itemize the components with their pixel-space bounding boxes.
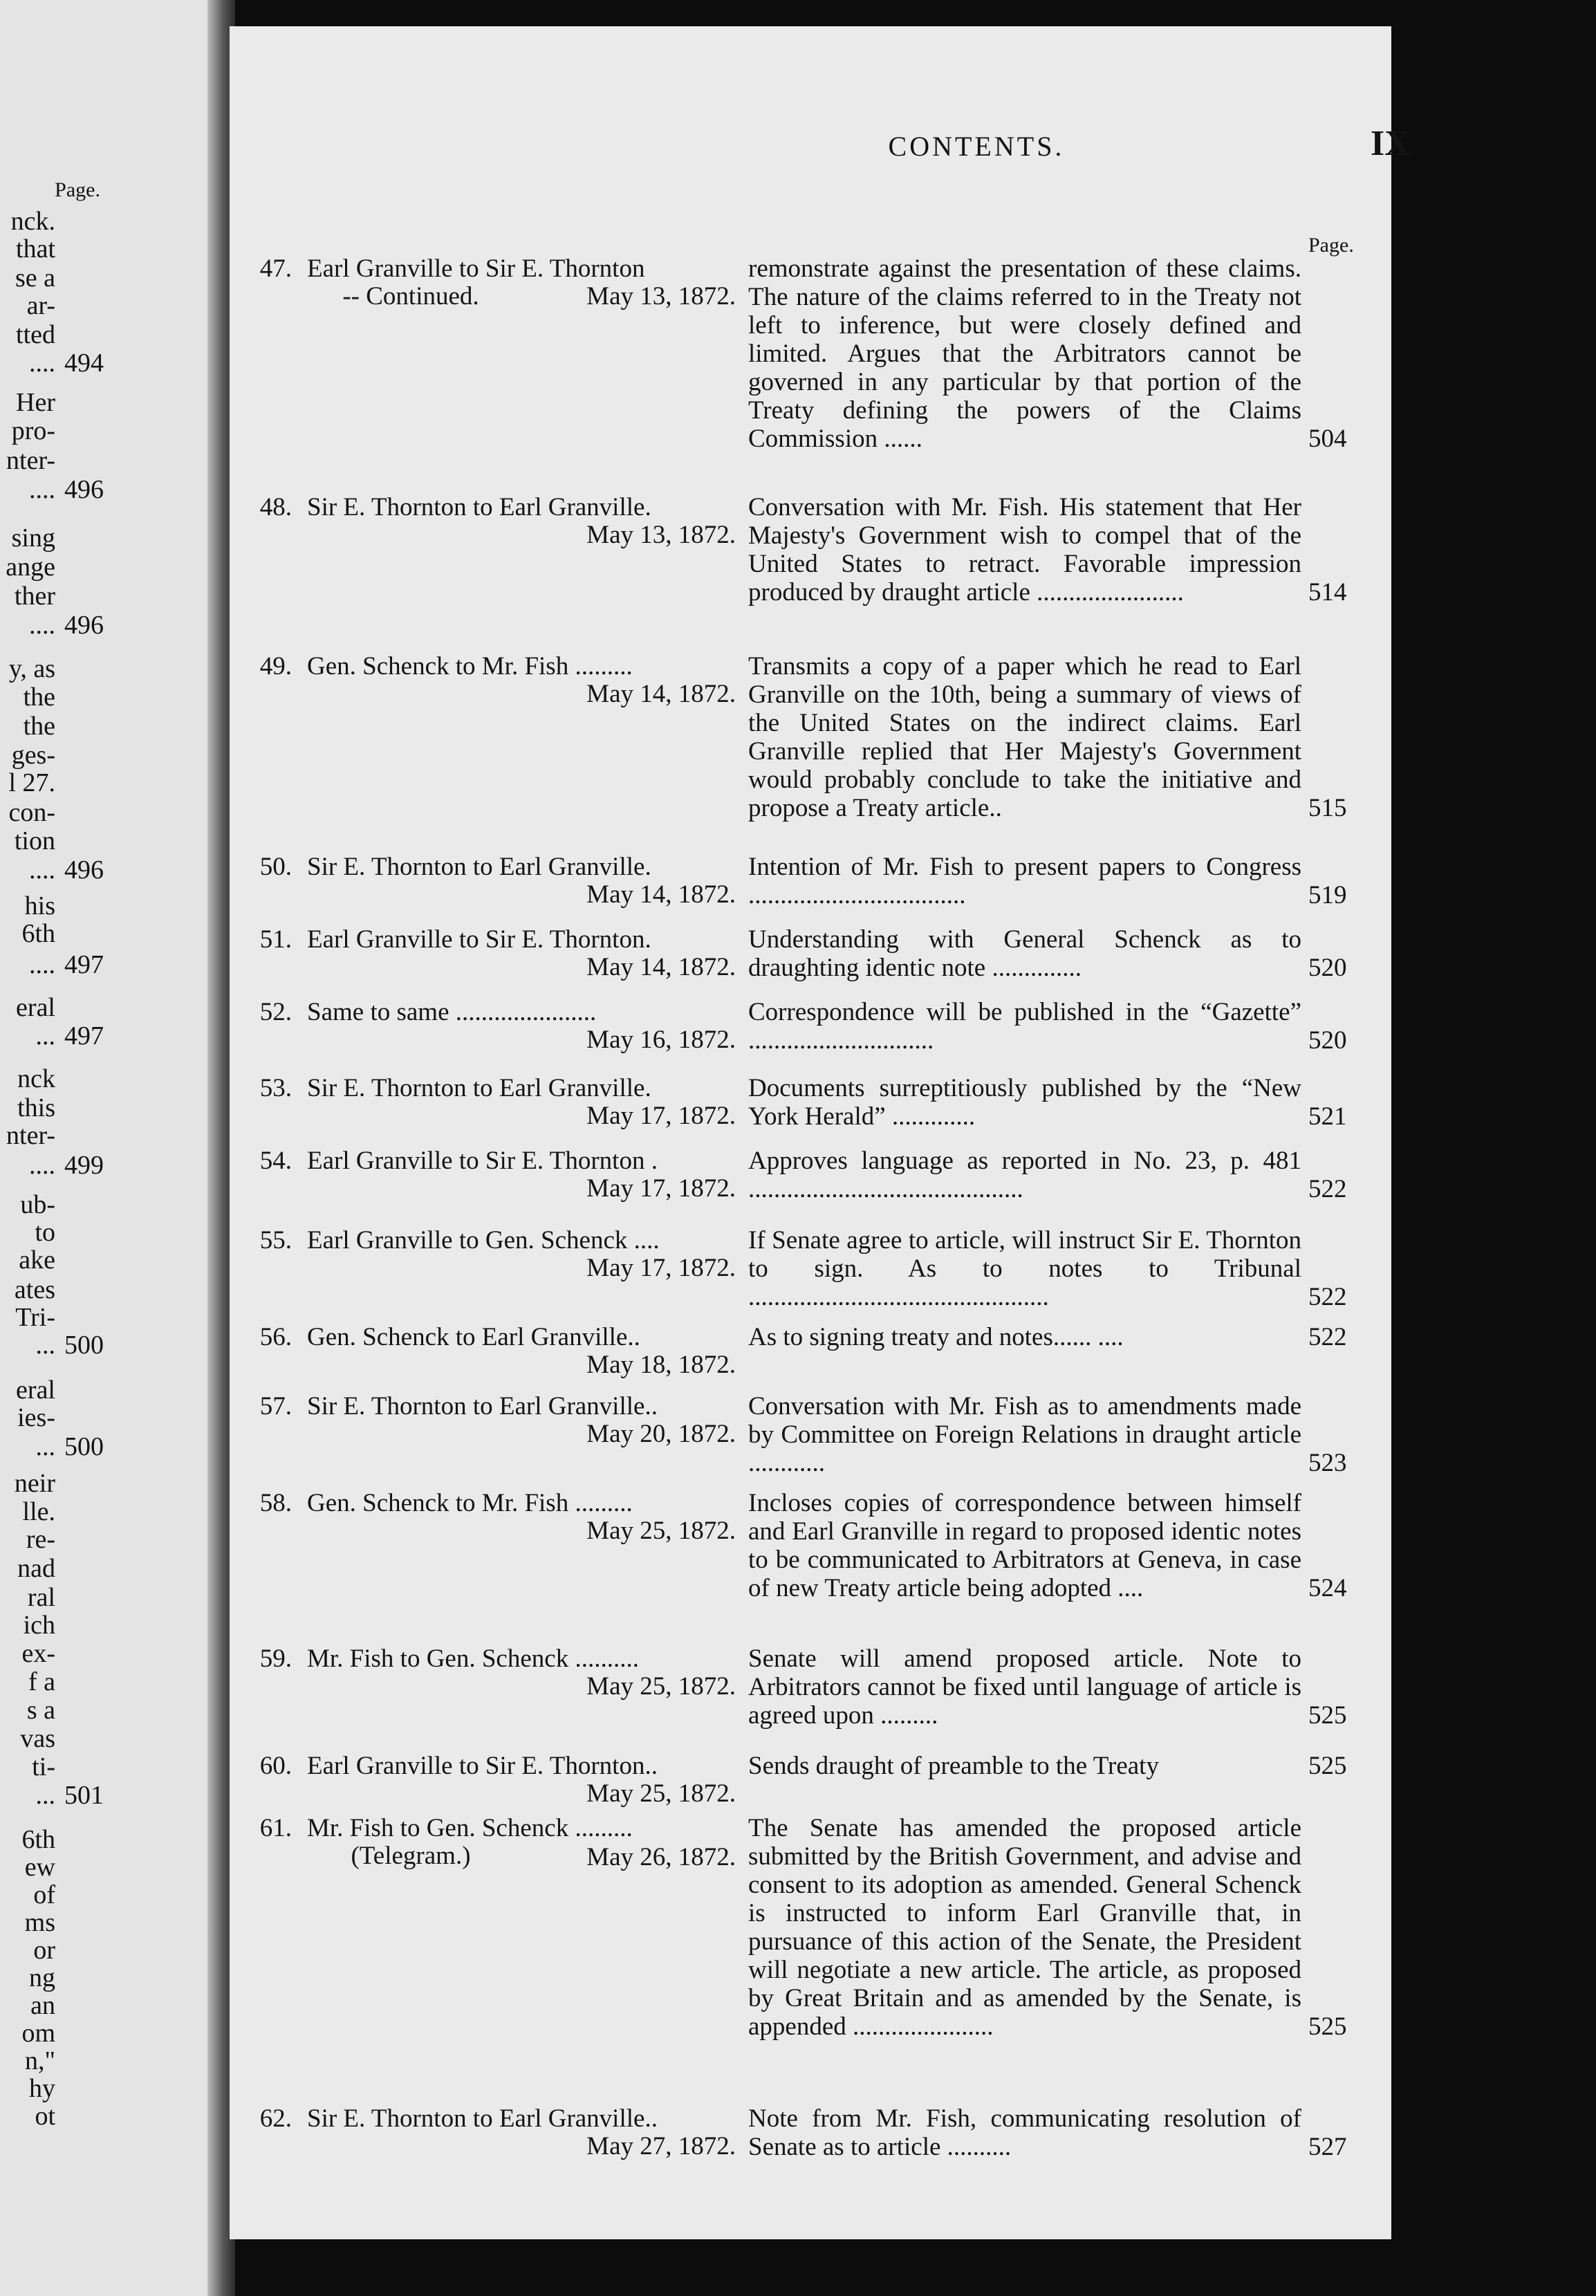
page-column-label: Page.	[1308, 234, 1354, 257]
left-page-fragment: ges-	[11, 741, 55, 770]
entry-summary: Conversation with Mr. Fish. His statement that Her Majesty's Government wish to compel that of the United States to retract. Favorable impression produced by draught article .......................	[748, 493, 1301, 607]
entry-number: 54.	[259, 1147, 292, 1175]
entry-page-number: 524	[1308, 1574, 1347, 1602]
left-page-fragment: ....	[29, 475, 55, 504]
entry-date: May 26, 1872.	[586, 1843, 736, 1871]
left-page-fragment: hy	[29, 2074, 55, 2103]
entry-correspondents: Earl Granville to Sir E. Thornton .	[307, 1147, 658, 1175]
left-page-fragment: ms	[24, 1908, 55, 1937]
entry-correspondents: Gen. Schenck to Mr. Fish .........	[307, 652, 633, 681]
entry-date: May 16, 1872.	[586, 1026, 736, 1054]
left-page-fragment: ....	[29, 1151, 55, 1180]
entry-number: 53.	[259, 1074, 292, 1102]
left-page-fragment: ....	[29, 349, 55, 378]
left-page-number: 500	[64, 1331, 104, 1360]
entry-number: 51.	[259, 925, 292, 954]
left-page-fragment: pro-	[11, 416, 55, 445]
entry-number: 59.	[259, 1645, 292, 1673]
left-page-fragment: nck	[17, 1064, 55, 1093]
entry-correspondents: Mr. Fish to Gen. Schenck .........	[307, 1814, 633, 1842]
left-page-fragment: re-	[26, 1525, 55, 1554]
left-page-fragment: or	[33, 1936, 55, 1965]
left-page-number: 496	[64, 475, 104, 504]
left-page-fragment: f a	[28, 1667, 55, 1696]
entry-page-number: 520	[1308, 1026, 1347, 1055]
entry-subtitle: -- Continued.	[342, 282, 479, 311]
entry-number: 57.	[259, 1392, 292, 1420]
entry-summary: Conversation with Mr. Fish as to amendments made by Committee on Foreign Relations in draught article ............	[748, 1392, 1301, 1477]
entry-summary: The Senate has amended the proposed article submitted by the British Government, and advise and consent to its adoption as amended. General Schenck is instructed to inform Earl Granville that, in pursuance of this action of the Senate, the President will negotiate a new article. The article, as proposed by Great Britain and as amended by the Senate, is appended ......................	[748, 1814, 1301, 2041]
left-page-fragment: of	[33, 1880, 55, 1909]
entry-number: 55.	[259, 1226, 292, 1255]
entry-correspondents: Earl Granville to Sir E. Thornton	[307, 254, 645, 283]
entry-number: 58.	[259, 1489, 292, 1517]
left-page-fragment: neir	[14, 1469, 55, 1498]
left-page-fragment: se a	[15, 263, 55, 293]
entry-date: May 14, 1872.	[586, 953, 736, 981]
left-facing-page	[0, 0, 207, 2296]
entry-page-number: 525	[1308, 1701, 1347, 1730]
entry-date: May 25, 1872.	[586, 1672, 736, 1701]
left-page-fragment: om	[21, 2019, 55, 2048]
left-page-fragment: this	[17, 1093, 55, 1122]
left-page-number: 501	[64, 1781, 104, 1810]
left-page-fragment: ...	[35, 1331, 55, 1360]
left-page-fragment: his	[24, 891, 55, 920]
entry-number: 61.	[259, 1814, 292, 1842]
entry-page-number: 525	[1308, 2012, 1347, 2041]
left-page-fragment: that	[16, 234, 55, 263]
entry-page-number: 522	[1308, 1175, 1347, 1203]
entry-number: 60.	[259, 1752, 292, 1780]
left-page-fragment: ub-	[20, 1190, 55, 1219]
left-page-fragment: ates	[14, 1275, 55, 1304]
left-page-fragment: ake	[19, 1246, 55, 1275]
left-page-fragment: ...	[35, 1781, 55, 1810]
left-page-fragment: s a	[26, 1696, 55, 1725]
left-page-fragment: 6th	[21, 919, 55, 948]
left-page-fragment: eral	[16, 1376, 55, 1405]
entry-summary: Understanding with General Schenck as to draughting identic note ..............	[748, 925, 1301, 982]
left-page-fragment: Her	[16, 388, 55, 417]
left-page-fragment: tted	[16, 320, 55, 349]
entry-page-number: 514	[1308, 578, 1347, 607]
entry-correspondents: Sir E. Thornton to Earl Granville..	[307, 1392, 658, 1420]
entry-summary: As to signing treaty and notes...... ....	[748, 1323, 1124, 1351]
left-page-fragment: con-	[8, 798, 55, 827]
entry-date: May 27, 1872.	[586, 2132, 736, 2160]
left-page-number: 496	[64, 855, 104, 885]
left-page-fragment: y, as	[8, 654, 55, 683]
left-page-fragment: tion	[14, 826, 55, 855]
left-page-fragment: n,"	[24, 2046, 55, 2075]
entry-date: May 17, 1872.	[586, 1174, 736, 1203]
left-page-fragment: ...	[35, 1432, 55, 1461]
left-page-fragment: the	[23, 712, 55, 741]
left-page-fragment: nad	[17, 1554, 55, 1583]
left-page-number: 496	[64, 611, 104, 640]
left-page-fragment: nter-	[6, 1121, 55, 1150]
entry-summary: Note from Mr. Fish, communicating resolution of Senate as to article ..........	[748, 2104, 1301, 2161]
left-page-fragment: ral	[27, 1583, 55, 1612]
left-page-fragment: sing	[11, 524, 55, 553]
left-page-fragment: ther	[14, 582, 55, 611]
left-page-fragment: Tri-	[15, 1303, 55, 1332]
left-page-fragment: ange	[6, 553, 55, 582]
entry-summary: Intention of Mr. Fish to present papers to Congress ..................................	[748, 853, 1301, 909]
entry-correspondents: Same to same ......................	[307, 998, 597, 1026]
left-page-fragment: an	[30, 1991, 55, 2020]
left-page-fragment: nck.	[10, 207, 55, 236]
entry-page-number: 525	[1308, 1752, 1347, 1780]
entry-page-number: 522	[1308, 1323, 1347, 1351]
entry-correspondents: Sir E. Thornton to Earl Granville..	[307, 2104, 658, 2133]
entry-page-number: 522	[1308, 1283, 1347, 1311]
left-page-fragment: ....	[29, 855, 55, 885]
entry-page-number: 520	[1308, 954, 1347, 982]
entry-page-number: 523	[1308, 1449, 1347, 1477]
left-page-fragment: ....	[29, 611, 55, 640]
entry-page-number: 527	[1308, 2133, 1347, 2161]
left-page-fragment: ex-	[21, 1639, 55, 1668]
entry-summary: Approves language as reported in No. 23, p. 481 ...........................................	[748, 1147, 1301, 1203]
left-page-fragment: the	[23, 683, 55, 712]
entry-number: 56.	[259, 1323, 292, 1351]
entry-date: May 25, 1872.	[586, 1517, 736, 1545]
entry-correspondents: Earl Granville to Sir E. Thornton..	[307, 1752, 658, 1780]
entry-number: 50.	[259, 853, 292, 881]
left-page-fragment: 6th	[21, 1825, 55, 1854]
running-title: CONTENTS.	[888, 131, 1065, 162]
page-folio: IX	[1371, 124, 1411, 163]
entry-page-number: 515	[1308, 794, 1347, 822]
entry-summary: Documents surreptitiously published by the “New York Herald” .............	[748, 1074, 1301, 1131]
left-page-number: 500	[64, 1432, 104, 1461]
entry-date: May 20, 1872.	[586, 1420, 736, 1448]
entry-correspondents: Earl Granville to Sir E. Thornton.	[307, 925, 651, 954]
left-page-fragment: vas	[20, 1724, 55, 1753]
entry-correspondents: Gen. Schenck to Mr. Fish .........	[307, 1489, 633, 1517]
left-page-number: 497	[64, 1021, 104, 1050]
entry-summary: If Senate agree to article, will instruct Sir E. Thornton to sign. As to notes to Tribunal ...............................................	[748, 1226, 1301, 1311]
entry-number: 52.	[259, 998, 292, 1026]
entry-correspondents: Sir E. Thornton to Earl Granville.	[307, 493, 651, 521]
entry-page-number: 519	[1308, 881, 1347, 909]
entry-number: 49.	[259, 652, 292, 681]
entry-date: May 13, 1872.	[586, 521, 736, 549]
entry-date: May 17, 1872.	[586, 1102, 736, 1130]
entry-date: May 25, 1872.	[586, 1779, 736, 1808]
entry-summary: Transmits a copy of a paper which he read to Earl Granville on the 10th, being a summary of views of the United States on the indirect claims. Earl Granville replied that Her Majesty's Government would probably conclude to take the initiative and propose a Treaty article..	[748, 652, 1301, 822]
left-page-fragment: ich	[23, 1611, 55, 1640]
left-page-fragment: lle.	[22, 1497, 55, 1526]
left-page-fragment: ew	[24, 1853, 55, 1882]
entry-correspondents: Mr. Fish to Gen. Schenck ..........	[307, 1645, 639, 1673]
entry-page-number: 521	[1308, 1102, 1347, 1131]
left-page-fragment: ot	[35, 2102, 55, 2131]
left-page-fragment: ar-	[26, 291, 55, 320]
entry-correspondents: Sir E. Thornton to Earl Granville.	[307, 1074, 651, 1102]
entry-summary: Correspondence will be published in the “Gazette” .............................	[748, 998, 1301, 1055]
left-page-label: Page.	[55, 178, 100, 201]
left-page-number: 497	[64, 950, 104, 979]
left-page-fragment: ies-	[17, 1403, 55, 1432]
entry-number: 47.	[259, 254, 292, 283]
entry-summary: Sends draught of preamble to the Treaty	[748, 1752, 1159, 1780]
left-page-fragment: ....	[29, 950, 55, 979]
entry-correspondents: Earl Granville to Gen. Schenck ....	[307, 1226, 660, 1255]
left-page-number: 494	[64, 349, 104, 378]
entry-date: May 13, 1872.	[586, 282, 736, 311]
contents-page	[230, 26, 1411, 2239]
entry-summary: remonstrate against the presentation of these claims. The nature of the claims referred to in the Treaty not left to inference, but were closely defined and limited. Argues that the Arbitrators cannot be governed in any particular by that portion of the Treaty defining the powers of the Claims Commission ......	[748, 254, 1301, 453]
left-page-fragment: nter-	[6, 446, 55, 475]
entry-date: May 14, 1872.	[586, 880, 736, 909]
entry-number: 48.	[259, 493, 292, 521]
entry-date: May 17, 1872.	[586, 1254, 736, 1282]
entry-subtitle: (Telegram.)	[351, 1842, 471, 1870]
left-page-fragment: ...	[35, 1021, 55, 1050]
entry-date: May 18, 1872.	[586, 1351, 736, 1379]
entry-correspondents: Sir E. Thornton to Earl Granville.	[307, 853, 651, 881]
left-page-fragment: ti-	[32, 1752, 55, 1781]
left-page-fragment: to	[35, 1218, 55, 1247]
entry-summary: Senate will amend proposed article. Note to Arbitrators cannot be fixed until language of article is agreed upon .........	[748, 1645, 1301, 1730]
entry-date: May 14, 1872.	[586, 680, 736, 708]
left-page-fragment: ng	[29, 1963, 55, 1992]
left-page-fragment: eral	[16, 993, 55, 1022]
left-page-fragment: l 27.	[8, 768, 55, 797]
entry-summary: Incloses copies of correspondence between himself and Earl Granville in regard to proposed identic notes to be communicated to Arbitrators at Geneva, in case of new Treaty article being adopted ....	[748, 1489, 1301, 1602]
entry-number: 62.	[259, 2104, 292, 2133]
entry-page-number: 504	[1308, 425, 1347, 453]
entry-correspondents: Gen. Schenck to Earl Granville..	[307, 1323, 640, 1351]
left-page-number: 499	[64, 1151, 104, 1180]
